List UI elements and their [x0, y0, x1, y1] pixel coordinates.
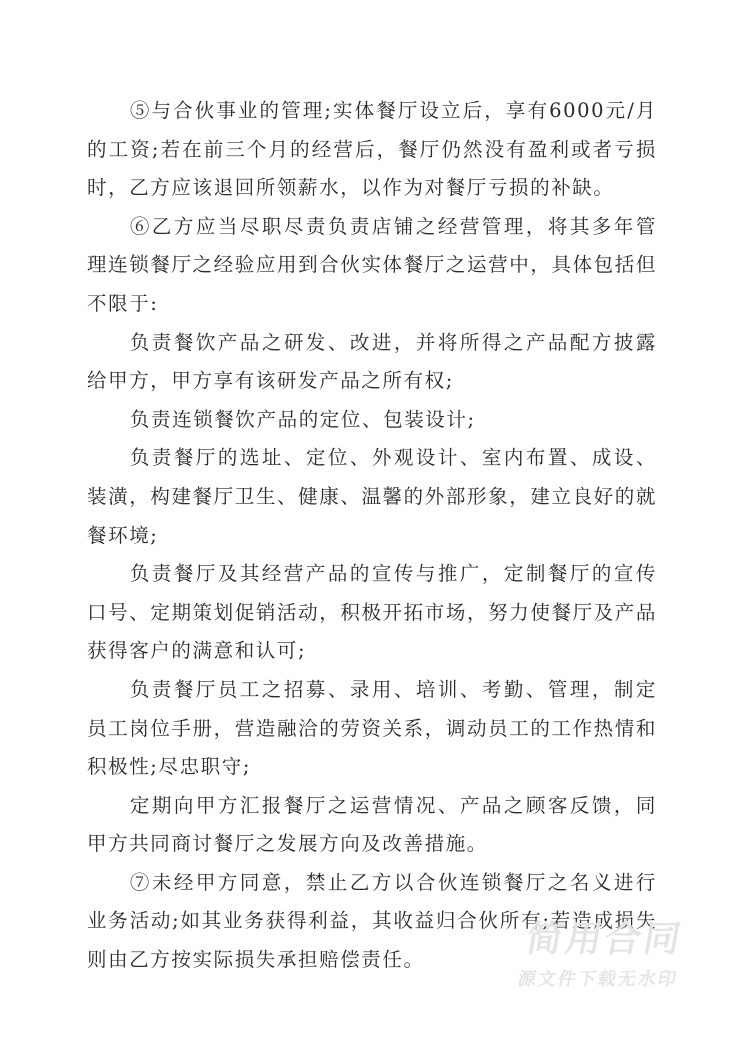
paragraph-clause-5: ⑤与合伙事业的管理;实体餐厅设立后，享有6000元/月的工资;若在前三个月的经营后，餐厅仍然没有盈利或者亏损时，乙方应该退回所领薪水，以作为对餐厅亏损的补缺。	[87, 99, 657, 200]
watermark-title: 简用合同	[523, 919, 687, 960]
paragraph-staff-management: 负责餐厅员工之招募、录用、培训、考勤、管理，制定员工岗位手册，营造融洽的劳资关系，调动员工的工作热情和积极性;尽忠职守;	[87, 677, 657, 779]
paragraph-packaging-design: 负责连锁餐饮产品的定位、包装设计;	[129, 407, 476, 431]
paragraph-reporting: 定期向甲方汇报餐厅之运营情况、产品之顾客反馈，同甲方共同商讨餐厅之发展方向及改善措施。	[87, 793, 657, 856]
paragraph-promotion: 负责餐厅及其经营产品的宣传与推广，定制餐厅的宣传口号、定期策划促销活动，积极开拓市场，努力使餐厅及产品获得客户的满意和认可;	[87, 562, 657, 663]
paragraph-clause-7: ⑦未经甲方同意，禁止乙方以合伙连锁餐厅之名义进行业务活动;如其业务获得利益，其收益归合伙所有;若造成损失则由乙方按实际损失承担赔偿责任。	[87, 870, 657, 972]
paragraph-clause-6: ⑥乙方应当尽职尽责负责店铺之经营管理，将其多年管理连锁餐厅之经验应用到合伙实体餐厅之运营中，具体包括但不限于:	[87, 214, 657, 315]
paragraph-site-selection: 负责餐厅的选址、定位、外观设计、室内布置、成设、装潢，构建餐厅卫生、健康、温馨的外部形象，建立良好的就餐环境;	[87, 446, 657, 547]
document-page	[87, 92, 657, 980]
paragraph-product-rnd: 负责餐饮产品之研发、改进，并将所得之产品配方披露给甲方，甲方享有该研发产品之所有权;	[87, 330, 657, 393]
watermark	[505, 918, 698, 994]
watermark-subtitle: 源文件下载无水印	[516, 969, 680, 990]
